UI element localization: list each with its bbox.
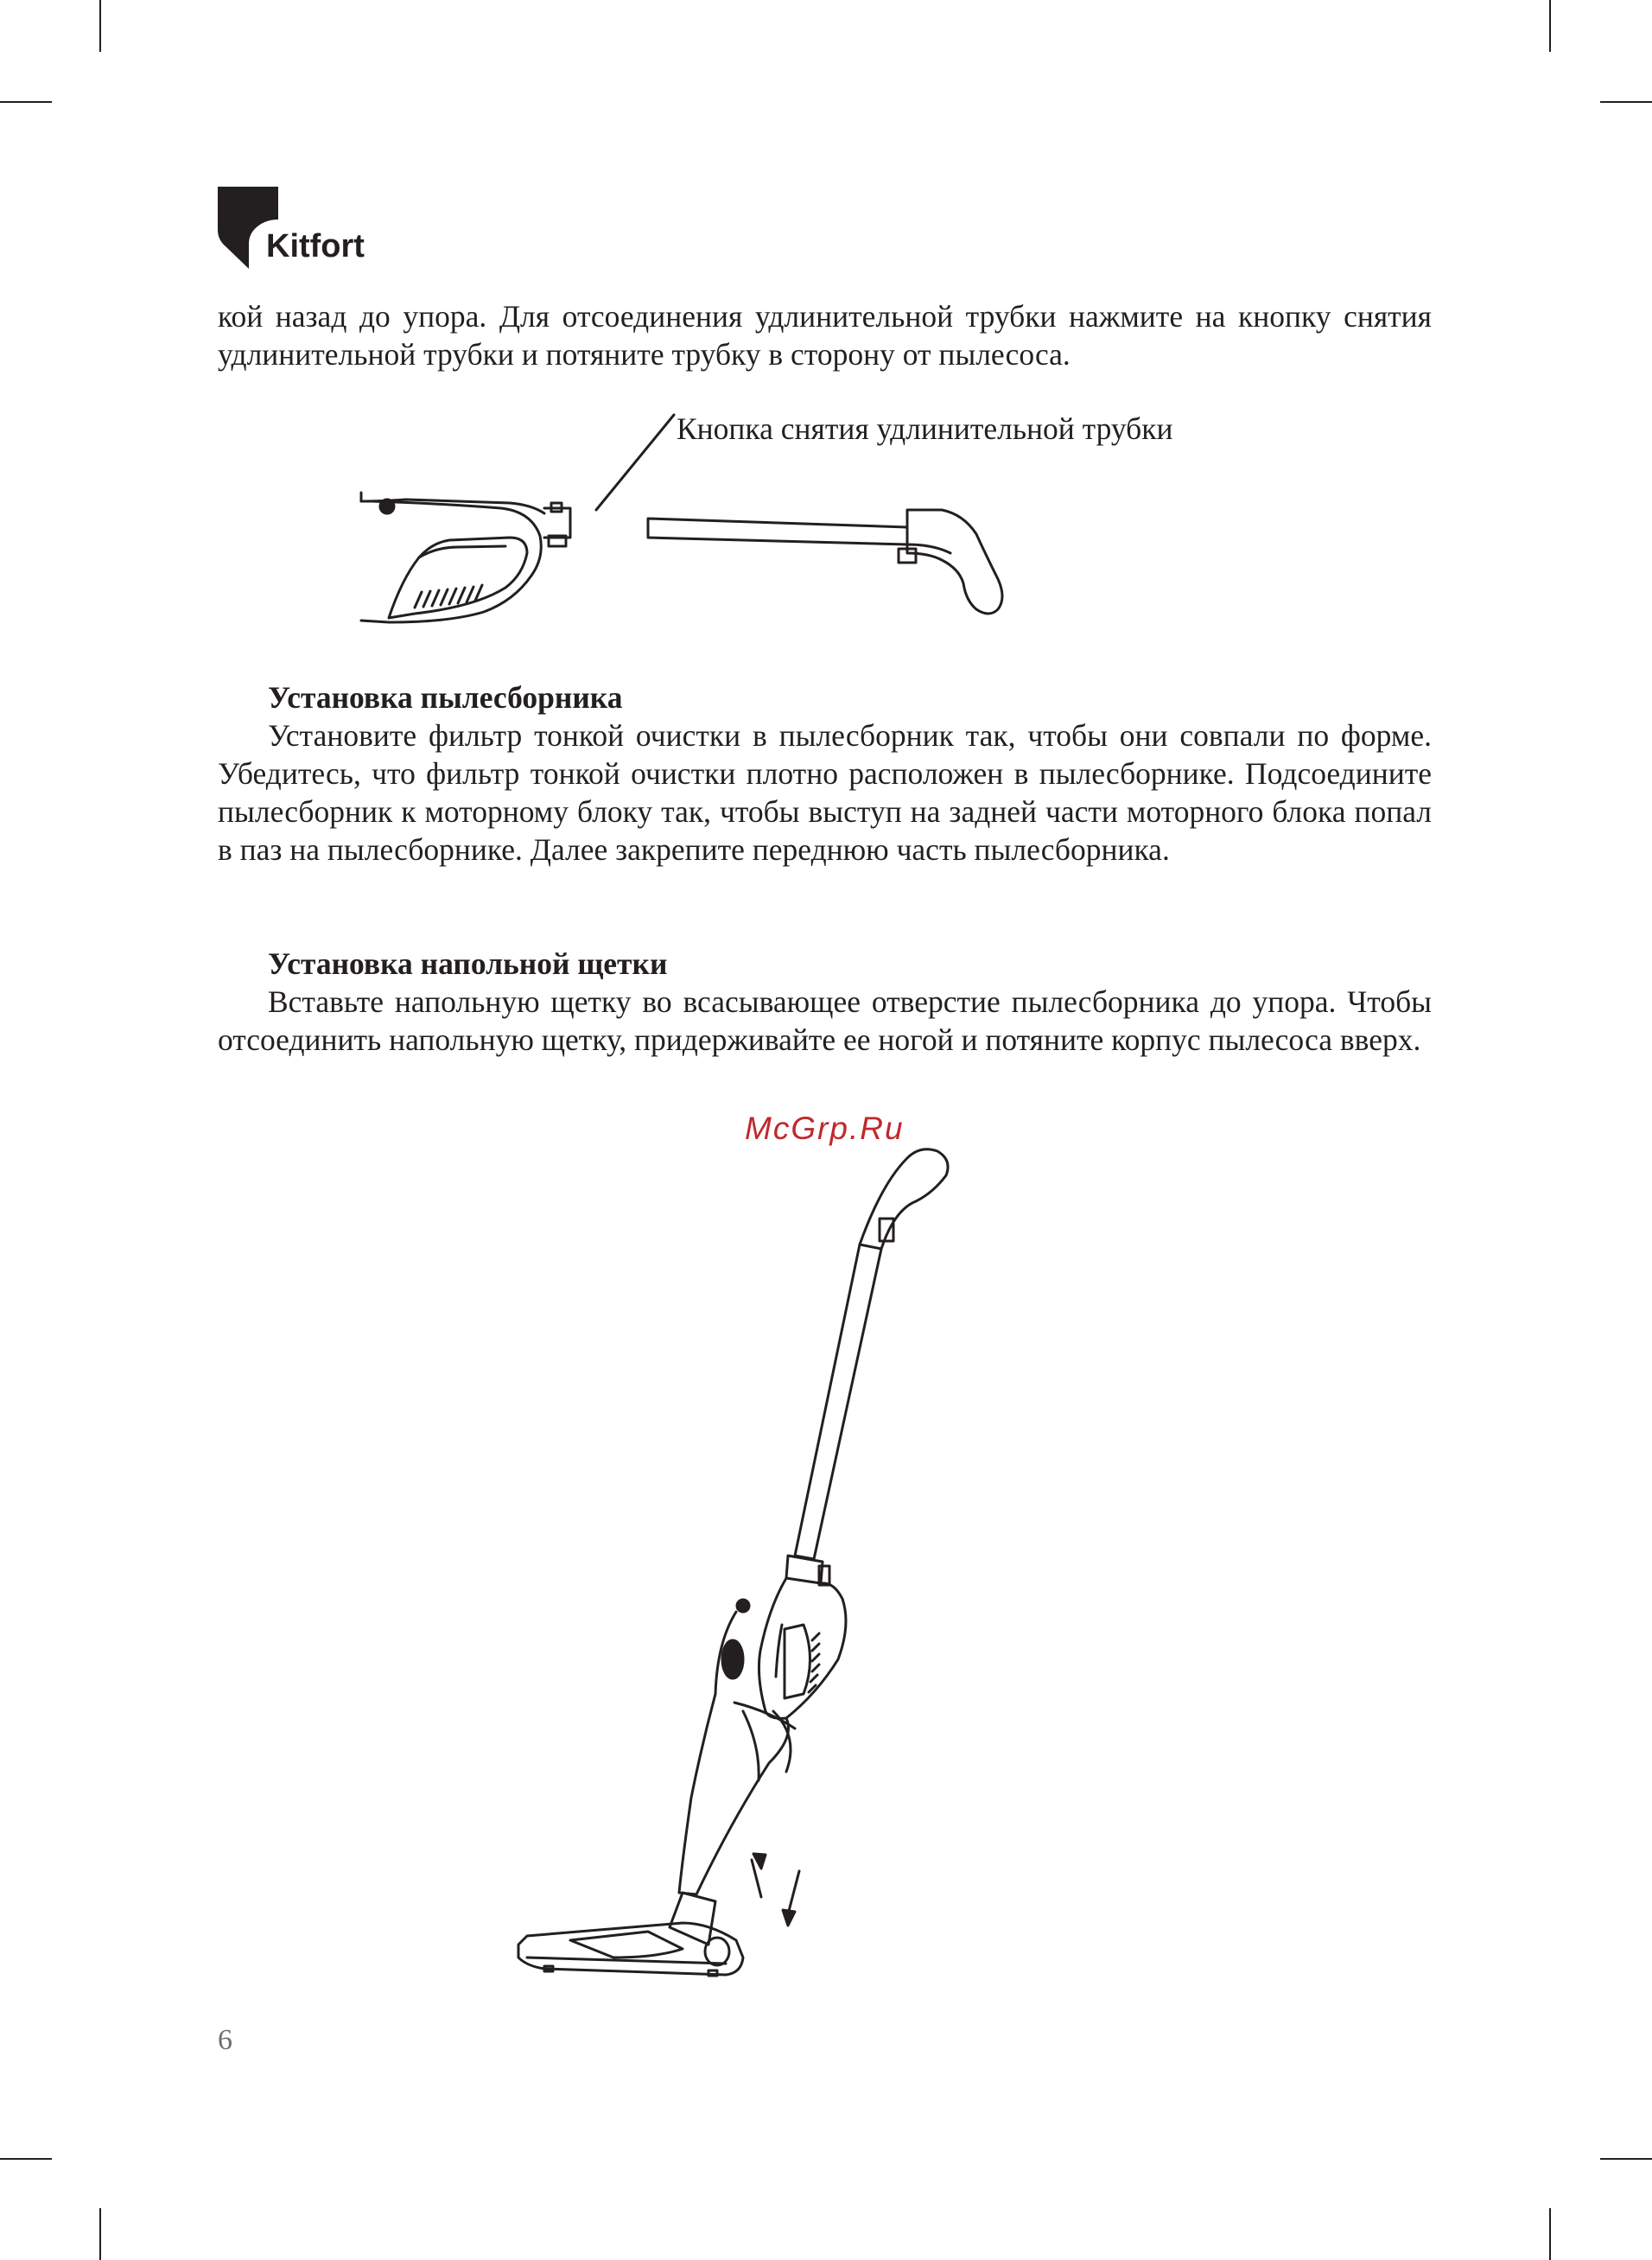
crop-mark-top-right-h [1600, 101, 1652, 103]
intro-paragraph: кой назад до упора. Для отсоединения удлинительной трубки нажмите на кнопку снятия удлинительной трубки и потяните трубку в сторону от пылесоса. [218, 299, 1432, 372]
crop-mark-bottom-right-h [1600, 2158, 1652, 2160]
page-number: 6 [218, 2024, 232, 2056]
crop-mark-top-right-v [1549, 0, 1551, 52]
dust-container-paragraph: Установите фильтр тонкой очистки в пылесборник так, чтобы они совпали по форме. Убедитесь, что фильтр тонкой очистки плотно расположен в пылесборнике. Подсоедините пылесборник к моторному блоку так, чтобы выступ на задней части моторного блока попал в паз на пылесборнике. Далее закрепите переднюю часть пылесборника. [218, 718, 1432, 867]
dust-container-heading: Установка пылесборника [268, 680, 623, 715]
dust-container-section [218, 678, 1432, 869]
crop-mark-bottom-left-h [0, 2158, 52, 2160]
vacuum-with-floor-brush-illustration [510, 1141, 994, 1996]
crop-mark-top-left-v [99, 0, 101, 52]
brand-name: Kitfort [266, 228, 365, 264]
crop-mark-bottom-left-v [99, 2208, 101, 2260]
crop-mark-top-left-h [0, 101, 52, 103]
intro-block [218, 297, 1432, 373]
floor-brush-paragraph: Вставьте напольную щетку во всасывающее отверстие пылесборника до упора. Чтобы отсоединить напольную щетку, придерживайте ее ногой и потяните корпус пылесоса вверх. [218, 984, 1432, 1057]
watermark: McGrp.Ru [745, 1111, 905, 1146]
floor-brush-heading: Установка напольной щетки [268, 946, 668, 981]
handle-and-extension-tube-illustration [354, 406, 1063, 631]
brand-logo [218, 187, 391, 273]
tube-release-button-callout: Кнопка снятия удлинительной трубки [677, 411, 1173, 446]
crop-mark-bottom-right-v [1549, 2208, 1551, 2260]
floor-brush-section [218, 945, 1432, 1059]
